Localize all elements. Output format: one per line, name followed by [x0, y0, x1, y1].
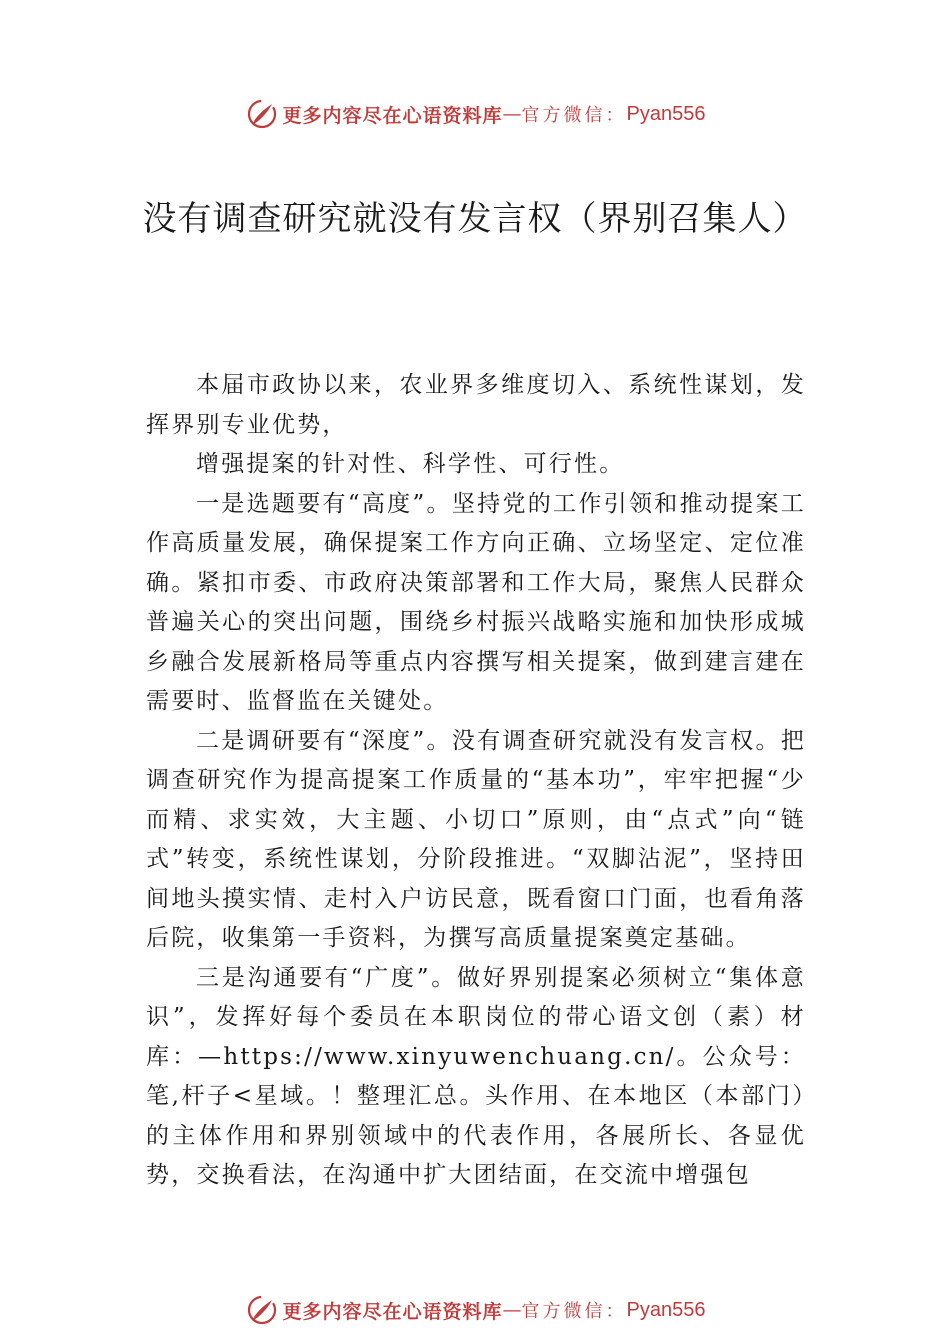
paragraph: 增强提案的针对性、科学性、可行性。: [196, 451, 625, 477]
paragraph: 三是沟通要有“广度”。做好界别提案必须树立“集体意识”，发挥好每个委员在本职岗位的带心语文创（素）材库：—https://www.xinyuwenchuang.cn/。公众号：笔,杆子<星域。！整理汇总。头作用、在本地区（本部门）的主体作用和界别领域中的代表作用，各展所长、各显优势，交换看法，在沟通中扩大团结面，在交流中增强包: [146, 964, 806, 1188]
banner-main-text: 更多内容尽在心语资料库: [282, 1300, 503, 1323]
paragraph: 一是选题要有“高度”。坚持党的工作引领和推动提案工作高质量发展，确保提案工作方向正确、立场坚定、定位准确。紧扣市委、市政府决策部署和工作大局，聚焦人民群众普遍关心的突出问题，围绕乡村振兴战略实施和加快形成城乡融合发展新格局等重点内容撰写相关提案，做到建言建在需要时、监督监在关键处。: [146, 490, 806, 714]
document-body: [146, 366, 806, 1196]
banner-wechat-id: Pyan556: [626, 102, 706, 125]
header-watermark-banner: [0, 94, 950, 134]
document-title: 没有调查研究就没有发言权（界别召集人）: [142, 199, 808, 239]
ink-brush-logo-icon: [245, 1293, 279, 1327]
banner-wechat-id: Pyan556: [626, 1298, 706, 1321]
footer-watermark-banner: [0, 1290, 950, 1330]
paragraph: 本届市政协以来，农业界多维度切入、系统性谋划，发挥界别专业优势，: [146, 372, 806, 438]
banner-main-text: 更多内容尽在心语资料库: [282, 104, 503, 127]
banner-dash: —: [502, 103, 522, 125]
banner-dash: —: [502, 1299, 522, 1321]
banner-wechat-label: 官方微信：: [521, 105, 627, 126]
paragraph: 二是调研要有“深度”。没有调查研究就没有发言权。把调查研究作为提高提案工作质量的“基本功”，牢牢把握“少而精、求实效，大主题、小切口”原则，由“点式”向“链式”转变，系统性谋划，分阶段推进。“双脚沾泥”，坚持田间地头摸实情、走村入户访民意，既看窗口门面，也看角落后院，收集第一手资料，为撰写高质量提案奠定基础。: [146, 727, 806, 951]
banner-wechat-label: 官方微信：: [521, 1301, 627, 1322]
ink-brush-logo-icon: [245, 97, 279, 131]
